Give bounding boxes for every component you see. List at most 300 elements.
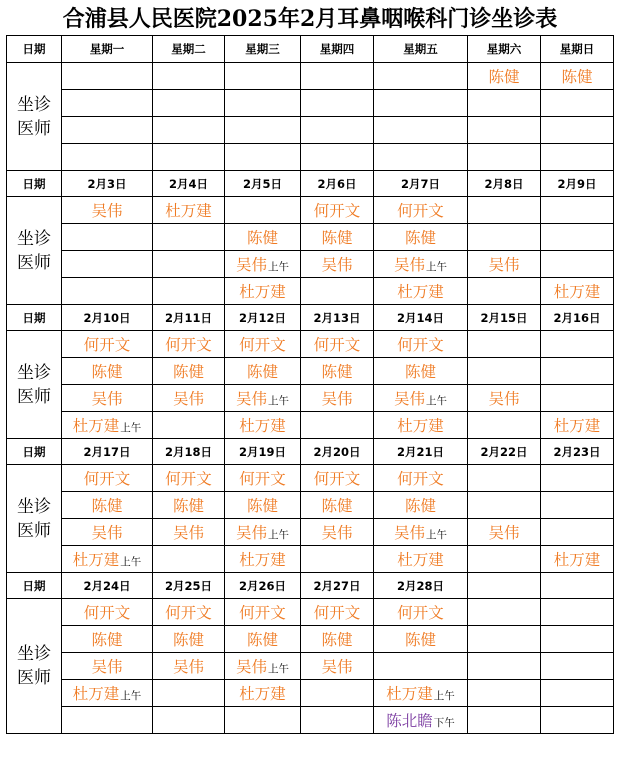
doctor-cell [541,465,614,492]
doctor-name: 吴伟 [321,658,353,676]
doctor-cell [62,90,153,117]
shift-note: 上午 [426,261,447,273]
doctor-row [7,707,614,734]
doctor-name: 杜万建 [239,685,286,703]
doctor-name: 何开文 [397,202,444,220]
shift-note: 上午 [426,395,447,407]
doctor-cell [468,90,541,117]
doctor-cell [541,197,614,224]
doctor-cell [541,63,614,90]
doctor-name: 杜万建 [165,202,212,220]
doctor-cell [374,224,468,251]
doctor-cell [468,412,541,439]
doctor-cell [225,331,301,358]
date-cell: 2月14日 [374,305,468,331]
doctor-label-line1: 坐诊 [17,644,51,664]
doctor-name: 吴伟 [172,524,204,542]
doctor-row [7,385,614,412]
doctor-cell [468,251,541,278]
doctor-name: 何开文 [313,604,361,622]
doctor-name: 吴伟 [393,256,425,274]
doctor-cell [468,144,541,171]
doctor-name: 何开文 [397,604,444,622]
doctor-name: 杜万建 [239,283,286,301]
doctor-cell [301,653,374,680]
doctor-cell [541,546,614,573]
doctor-cell [225,546,301,573]
doctor-label [7,465,62,573]
doctor-name: 陈健 [172,363,204,381]
date-cell: 2月26日 [225,573,301,599]
doctor-row [7,251,614,278]
doctor-name: 陈健 [321,631,353,649]
doctor-cell [468,358,541,385]
doctor-cell [62,707,153,734]
doctor-cell [468,707,541,734]
doctor-cell [153,599,225,626]
doctor-name: 吴伟 [91,524,123,542]
doctor-cell [153,117,225,144]
doctor-cell [153,653,225,680]
doctor-name: 吴伟 [172,390,204,408]
week-header-row [7,439,614,465]
date-cell: 2月28日 [374,573,468,599]
doctor-cell [541,224,614,251]
doctor-cell [541,144,614,171]
doctor-cell [468,519,541,546]
date-cell [541,573,614,599]
doctor-name: 何开文 [83,470,131,488]
week-header-row [7,573,614,599]
doctor-cell [374,519,468,546]
doctor-name: 吴伟 [393,524,425,542]
doctor-label [7,331,62,439]
doctor-cell [541,90,614,117]
doctor-cell [62,599,153,626]
doctor-cell [301,358,374,385]
shift-note: 上午 [433,690,455,702]
doctor-label-line2: 医师 [17,386,51,407]
doctor-cell [468,680,541,707]
doctor-name: 何开文 [83,336,131,354]
doctor-row [7,331,614,358]
doctor-cell [541,385,614,412]
doctor-cell [153,197,225,224]
doctor-name: 陈健 [404,497,436,515]
doctor-name: 陈健 [246,363,278,381]
doctor-cell [225,197,301,224]
doctor-cell [541,519,614,546]
shift-note: 上午 [120,422,142,434]
doctor-cell [225,412,301,439]
shift-note: 上午 [120,690,142,702]
date-cell: 2月10日 [62,305,153,331]
doctor-cell [468,117,541,144]
date-cell: 2月8日 [468,171,541,197]
doctor-cell [301,63,374,90]
doctor-name: 陈健 [246,631,278,649]
doctor-name: 陈健 [91,631,123,649]
schedule-table [6,35,614,734]
doctor-name: 陈健 [404,229,436,247]
doctor-cell [62,385,153,412]
week-header-row [7,171,614,197]
doctor-cell [541,626,614,653]
date-cell: 2月9日 [541,171,614,197]
doctor-name: 陈北瞻 [386,712,433,730]
doctor-name: 何开文 [397,336,444,354]
doctor-name: 陈健 [246,229,278,247]
doctor-name: 陈健 [91,497,123,515]
doctor-cell [301,412,374,439]
doctor-name: 何开文 [313,202,361,220]
doctor-cell [62,358,153,385]
doctor-cell [153,144,225,171]
doctor-cell [541,707,614,734]
doctor-cell [541,278,614,305]
doctor-cell [62,251,153,278]
doctor-cell [225,90,301,117]
weekday-header: 星期二 [153,36,225,63]
doctor-cell [225,519,301,546]
date-cell: 2月27日 [301,573,374,599]
doctor-cell [468,465,541,492]
date-cell: 2月13日 [301,305,374,331]
date-cell: 2月22日 [468,439,541,465]
doctor-cell [301,519,374,546]
doctor-cell [468,599,541,626]
doctor-cell [225,707,301,734]
doctor-name: 何开文 [397,470,444,488]
doctor-name: 吴伟 [321,390,353,408]
doctor-cell [374,680,468,707]
doctor-cell [301,197,374,224]
date-cell: 2月20日 [301,439,374,465]
doctor-name: 吴伟 [321,256,353,274]
doctor-cell [541,653,614,680]
date-cell: 2月15日 [468,305,541,331]
doctor-row [7,492,614,519]
doctor-cell [468,492,541,519]
doctor-cell [153,251,225,278]
doctor-cell [541,680,614,707]
doctor-cell [374,653,468,680]
doctor-cell [301,331,374,358]
doctor-name: 陈健 [321,363,353,381]
doctor-name: 杜万建 [239,551,286,569]
doctor-row [7,117,614,144]
week-header-row [7,36,614,63]
doctor-name: 吴伟 [235,658,267,676]
doctor-cell [153,278,225,305]
doctor-cell [374,599,468,626]
doctor-cell [62,117,153,144]
doctor-cell [225,599,301,626]
doctor-label-line1: 坐诊 [17,94,51,115]
doctor-row [7,412,614,439]
doctor-cell [374,331,468,358]
date-cell: 2月19日 [225,439,301,465]
doctor-cell [62,492,153,519]
shift-note: 上午 [268,529,289,541]
doctor-name: 陈健 [321,229,353,247]
doctor-row [7,358,614,385]
weekday-header: 星期三 [225,36,301,63]
doctor-cell [62,653,153,680]
doctor-cell [62,680,153,707]
doctor-cell [153,519,225,546]
doctor-row [7,546,614,573]
doctor-name: 吴伟 [321,524,353,542]
doctor-label-line2: 医师 [17,668,51,688]
doctor-label-line2: 医师 [17,118,51,139]
doctor-cell [225,385,301,412]
doctor-cell [541,251,614,278]
date-cell [468,573,541,599]
doctor-cell [225,117,301,144]
doctor-row [7,653,614,680]
doctor-cell [301,144,374,171]
doctor-cell [541,599,614,626]
doctor-name: 何开文 [165,604,212,622]
doctor-name: 杜万建 [553,283,601,301]
doctor-row [7,465,614,492]
date-label: 日期 [7,573,62,599]
doctor-name: 陈健 [561,68,593,86]
doctor-name: 陈健 [404,631,436,649]
doctor-row [7,680,614,707]
weekday-header: 星期日 [541,36,614,63]
doctor-cell [62,519,153,546]
doctor-name: 吴伟 [235,256,267,274]
doctor-cell [225,63,301,90]
date-cell: 2月21日 [374,439,468,465]
shift-note: 上午 [268,663,289,675]
doctor-cell [374,358,468,385]
doctor-name: 陈健 [404,363,436,381]
doctor-cell [374,197,468,224]
date-cell: 2月6日 [301,171,374,197]
doctor-label [7,63,62,171]
doctor-cell [153,90,225,117]
doctor-cell [468,278,541,305]
doctor-name: 吴伟 [235,524,267,542]
doctor-row [7,90,614,117]
doctor-cell [62,63,153,90]
doctor-cell [301,492,374,519]
doctor-cell [62,412,153,439]
doctor-cell [153,465,225,492]
doctor-row [7,197,614,224]
doctor-cell [225,278,301,305]
doctor-cell [225,653,301,680]
doctor-cell [541,331,614,358]
doctor-name: 杜万建 [72,417,120,435]
doctor-cell [62,331,153,358]
doctor-name: 吴伟 [91,202,123,220]
doctor-row [7,519,614,546]
doctor-cell [301,385,374,412]
doctor-cell [301,117,374,144]
doctor-cell [301,599,374,626]
date-cell: 2月17日 [62,439,153,465]
doctor-name: 吴伟 [393,390,425,408]
date-label: 日期 [7,171,62,197]
doctor-cell [153,412,225,439]
doctor-row [7,278,614,305]
doctor-name: 吴伟 [488,256,520,274]
doctor-name: 杜万建 [72,551,120,569]
doctor-cell [374,465,468,492]
doctor-name: 吴伟 [91,658,123,676]
doctor-cell [153,385,225,412]
doctor-cell [225,465,301,492]
doctor-cell [468,331,541,358]
doctor-name: 何开文 [239,336,286,354]
weekday-header: 星期六 [468,36,541,63]
week-header-row [7,305,614,331]
doctor-name: 杜万建 [72,685,120,703]
doctor-cell [301,546,374,573]
doctor-name: 陈健 [91,363,123,381]
doctor-row [7,224,614,251]
doctor-cell [468,197,541,224]
doctor-cell [541,412,614,439]
doctor-row [7,63,614,90]
doctor-cell [153,707,225,734]
doctor-cell [468,546,541,573]
doctor-label-line1: 坐诊 [17,228,51,249]
doctor-name: 杜万建 [553,417,601,435]
doctor-cell [374,90,468,117]
doctor-name: 杜万建 [397,283,444,301]
doctor-label-line1: 坐诊 [17,362,51,383]
doctor-cell [374,251,468,278]
doctor-name: 何开文 [165,470,212,488]
doctor-cell [62,278,153,305]
doctor-name: 吴伟 [235,390,267,408]
doctor-cell [153,63,225,90]
date-cell: 2月12日 [225,305,301,331]
doctor-name: 陈健 [172,631,204,649]
doctor-name: 陈健 [321,497,353,515]
doctor-cell [153,224,225,251]
doctor-label-line1: 坐诊 [17,496,51,517]
doctor-cell [225,358,301,385]
doctor-cell [374,626,468,653]
doctor-name: 何开文 [239,604,286,622]
doctor-cell [374,117,468,144]
doctor-cell [225,680,301,707]
doctor-name: 陈健 [488,68,520,86]
doctor-cell [225,144,301,171]
doctor-cell [468,63,541,90]
date-cell: 2月3日 [62,171,153,197]
doctor-name: 吴伟 [488,524,520,542]
doctor-cell [301,707,374,734]
date-label: 日期 [7,305,62,331]
doctor-label [7,197,62,305]
date-cell: 2月18日 [153,439,225,465]
doctor-name: 吴伟 [91,390,123,408]
doctor-cell [374,385,468,412]
doctor-cell [62,144,153,171]
doctor-cell [153,331,225,358]
doctor-cell [468,653,541,680]
date-label: 日期 [7,439,62,465]
date-label: 日期 [7,36,62,63]
doctor-cell [374,546,468,573]
doctor-cell [541,358,614,385]
date-cell: 2月4日 [153,171,225,197]
doctor-cell [301,251,374,278]
doctor-cell [468,385,541,412]
doctor-name: 何开文 [313,470,361,488]
doctor-cell [301,680,374,707]
doctor-cell [374,492,468,519]
doctor-cell [301,224,374,251]
weekday-header: 星期一 [62,36,153,63]
doctor-name: 陈健 [172,497,204,515]
shift-note: 上午 [426,529,447,541]
doctor-cell [153,626,225,653]
doctor-cell [374,144,468,171]
doctor-name: 吴伟 [488,390,520,408]
doctor-cell [153,358,225,385]
doctor-row [7,599,614,626]
doctor-cell [62,197,153,224]
doctor-name: 杜万建 [239,417,286,435]
doctor-name: 何开文 [165,336,212,354]
doctor-label-line2: 医师 [17,252,51,273]
doctor-cell [374,707,468,734]
doctor-cell [301,90,374,117]
doctor-cell [374,278,468,305]
doctor-cell [62,626,153,653]
doctor-name: 杜万建 [397,417,444,435]
doctor-name: 杜万建 [397,551,444,569]
doctor-name: 陈健 [246,497,278,515]
doctor-cell [153,546,225,573]
doctor-cell [301,465,374,492]
doctor-cell [225,626,301,653]
doctor-cell [62,224,153,251]
date-cell: 2月5日 [225,171,301,197]
shift-note: 上午 [120,556,142,568]
date-cell: 2月16日 [541,305,614,331]
doctor-name: 吴伟 [172,658,204,676]
page-title: 合浦县人民医院2025年2月耳鼻咽喉科门诊坐诊表 [62,6,558,32]
doctor-cell [374,412,468,439]
doctor-cell [225,224,301,251]
shift-note: 上午 [268,261,289,273]
doctor-label-line2: 医师 [17,520,51,541]
doctor-name: 杜万建 [553,551,601,569]
date-cell: 2月24日 [62,573,153,599]
weekday-header: 星期四 [301,36,374,63]
doctor-label [7,599,62,734]
doctor-cell [225,492,301,519]
doctor-cell [62,546,153,573]
doctor-cell [374,63,468,90]
shift-note: 上午 [268,395,289,407]
doctor-row [7,626,614,653]
doctor-cell [153,680,225,707]
doctor-name: 何开文 [83,604,131,622]
doctor-name: 何开文 [313,336,361,354]
date-cell: 2月23日 [541,439,614,465]
date-cell: 2月25日 [153,573,225,599]
